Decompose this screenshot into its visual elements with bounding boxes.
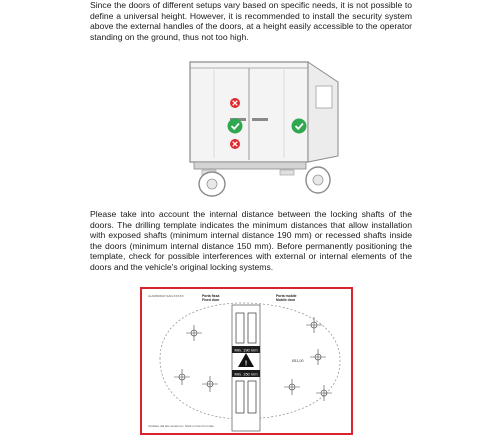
check-icon (292, 119, 307, 134)
cross-icon (230, 98, 240, 108)
footer-note: Incollare dal lato anteriore / Stick on the front side (148, 424, 214, 428)
fixed-door-label: Porta fissa Fixed door (202, 294, 220, 302)
svg-text:!: ! (244, 360, 248, 368)
intro-paragraph: Since the doors of different setups vary based on specific needs, it is not possible to define a universal height. However, it is recommended to install the security system above the external handles of the doors, at a height easily accessible to the operator standing on the ground, thus not too high. (90, 0, 412, 42)
body-paragraph: Please take into account the internal distance between the locking shafts of the doors. The drilling template indicates the minimum distances that allow installation with exposed shafts (minimum internal distance 190 mm) or recessed shafts inside the doors (minimum internal distance 150 mm). Before permanently positioning the template, check for possible interferences with external or internal elements of the doors and the vehicle's original locking systems. (90, 209, 412, 272)
min-recessed-label: Min. 150 mm (234, 371, 258, 377)
min-exposed-label: Min. 190 mm (234, 347, 258, 353)
drilling-template-figure (140, 287, 353, 435)
truck-rear-illustration (168, 60, 344, 200)
check-icon (228, 119, 243, 134)
cross-icon (230, 139, 240, 149)
mobile-door-label: Porta mobile Mobile door (276, 294, 297, 302)
corner-note: ALARM/WAY-SAN-XXXXX (148, 294, 184, 298)
hole-diameter-label: Ø11,00 (292, 359, 304, 363)
